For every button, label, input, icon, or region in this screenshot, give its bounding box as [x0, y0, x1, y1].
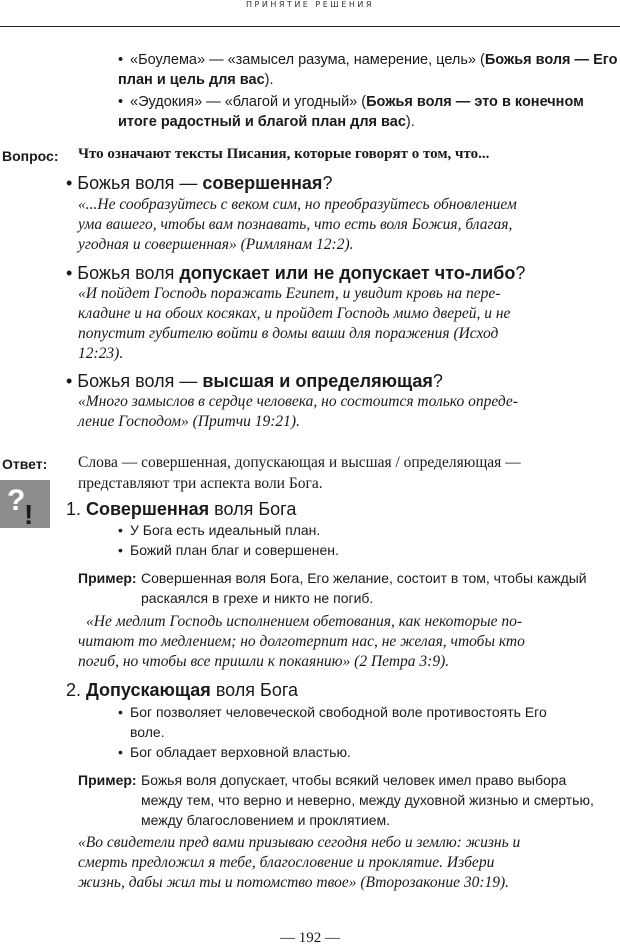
q-item-2-quote: «И пойдет Господь поражать Египет, и увидит кровь на пере- кладине и на обоих косяках, и пройдет Господь мимо дверей, и не попустит губителю войти в домы ваши для поражения (Исход 12:23). [78, 285, 511, 362]
section-2-quote: «Во свидетели пред вами призываю сегодня небо и землю: жизнь и смерть предложил я тебе, благословение и проклятие. Избери жизнь, дабы жил ты и потомство твое» (Второзаконие 30:19). [78, 834, 521, 891]
q-item-1: • Божья воля — совершенная? [66, 173, 333, 193]
section-1-quote: «Не медлит Господь исполнением обетования, как некоторые по- читают то медлением; но долготерпит нас, не желая, чтобы кто погиб, но чтобы все пришли к покаянию» (2 Петра 3:9). [78, 613, 525, 670]
top-bullet-1: • «Боулема» — «замысел разума, намерение, цель» (Божья воля — Его план и цель для вас). [118, 52, 618, 88]
q-item-3-quote: «Много замыслов в сердце человека, но состоится только опреде- ление Господом» (Притчи 19:21). [78, 393, 518, 430]
question-exclamation-icon [0, 480, 50, 528]
section-2-bullet-2: • Бог обладает верховной властью. [118, 744, 351, 760]
section-1-bullet-1: • У Бога есть идеальный план. [118, 522, 321, 538]
section-2-heading: 2. Допускающая воля Бога [66, 680, 299, 700]
section-2-example-text: Божья воля допускает, чтобы всякий человек имел право выбора между тем, что верно и неверно, между духовной жизнью и смертью, между благословением и проклятием. [141, 772, 594, 828]
section-2-bullet-1: • Бог позволяет человеческой свободной воле противостоять Его воле. [118, 704, 547, 740]
section-1-example-text: Совершенная воля Бога, Его желание, состоит в том, чтобы каждый раскаялся в грехе и никто не погиб. [141, 570, 587, 606]
answer-text: Слова — совершенная, допускающая и высшая / определяющая — представляют три аспекта воли Бога. [78, 454, 521, 492]
q-item-3: • Божья воля — высшая и определяющая? [66, 371, 443, 391]
section-1-heading: 1. Совершенная воля Бога [66, 499, 297, 519]
page-number: — 192 — [280, 930, 340, 946]
section-2-example-label: Пример: [78, 772, 137, 788]
question-text: Что означают тексты Писания, которые говорят о том, что... [78, 146, 490, 162]
running-header: ПРИНЯТИЕ РЕШЕНИЯ [246, 0, 374, 9]
q-item-2: • Божья воля допускает или не допускает что-либо? [66, 263, 526, 283]
answer-label: Ответ: [2, 456, 48, 472]
section-1-bullet-2: • Божий план благ и совершенен. [118, 542, 339, 558]
question-label: Вопрос: [2, 148, 59, 164]
q-item-1-quote: «...Не сообразуйтесь с веком сим, но преобразуйтесь обновлением ума вашего, чтобы вам познавать, что есть воля Божия, благая, угодная и совершенная» (Римлянам 12:2). [78, 196, 517, 253]
svg-text:?: ? [7, 484, 26, 517]
section-1-example-label: Пример: [78, 570, 137, 586]
top-bullet-2: • «Эудокия» — «благой и угодный» (Божья воля — это в конечном итоге радостный и благой план для вас). [118, 94, 584, 130]
svg-text:!: ! [24, 499, 34, 528]
header-rule [0, 26, 620, 27]
